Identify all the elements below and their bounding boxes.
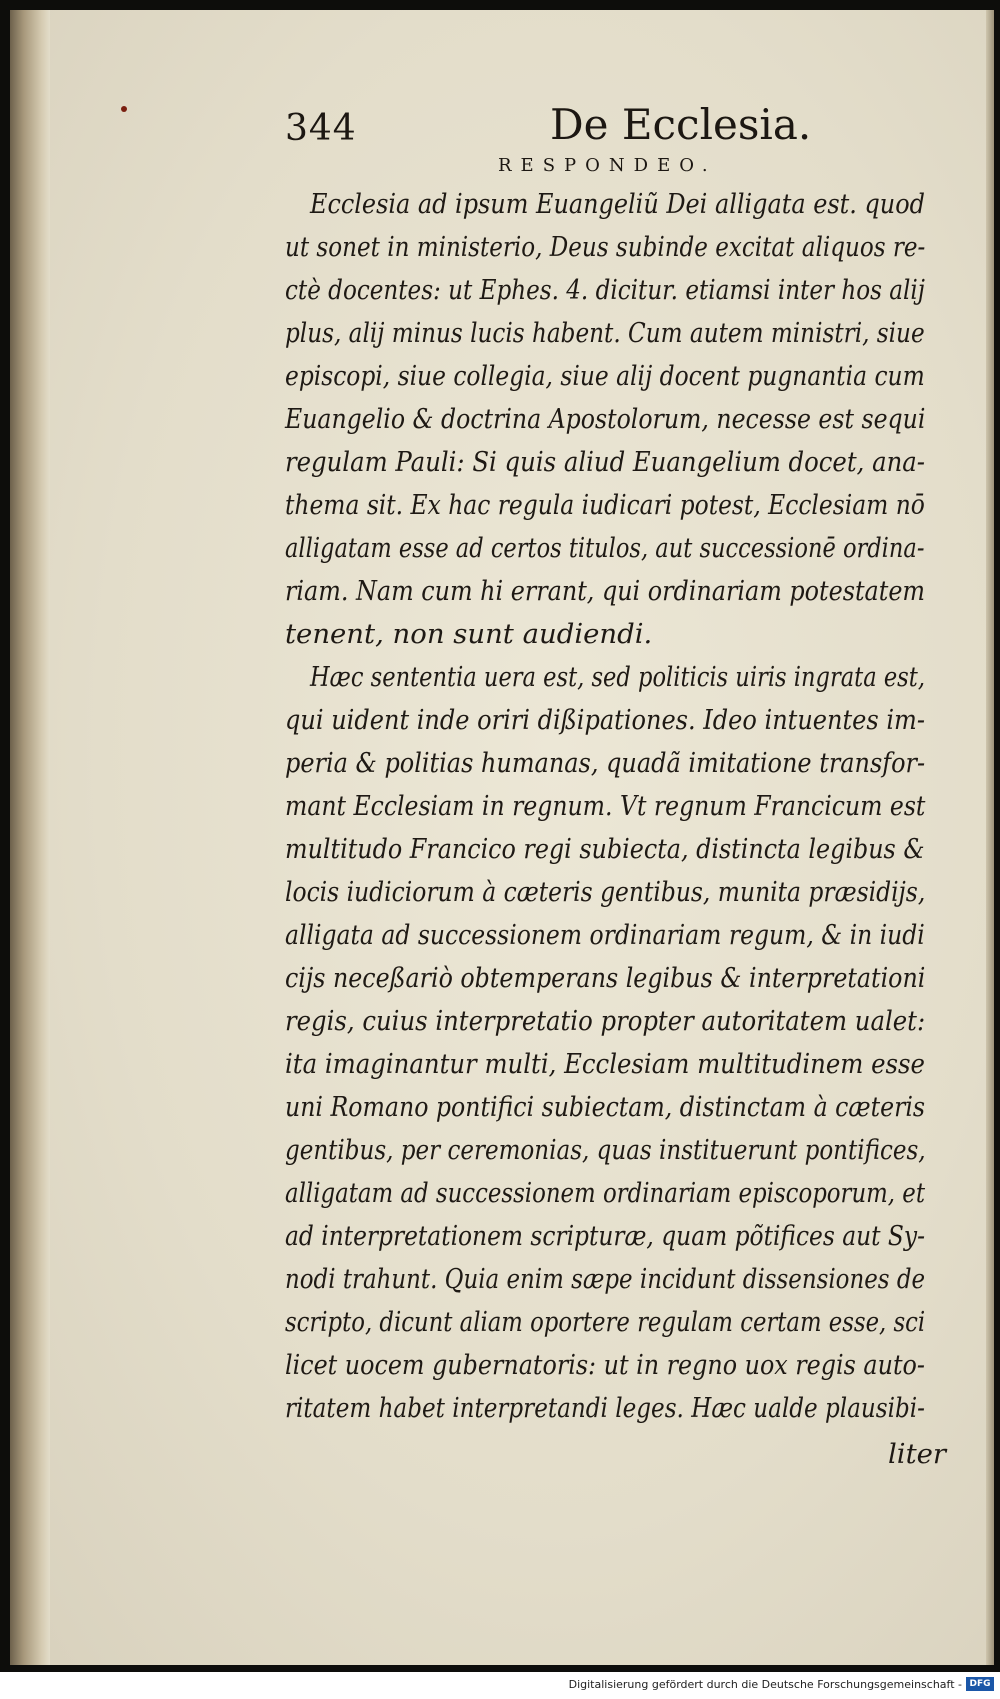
text-line: Euangelio & doctrina Apostolorum, necesse est sequi <box>285 403 926 435</box>
text-line: ctè docentes: ut Ephes. 4. dicitur. etiamsi inter hos alij <box>285 274 925 306</box>
text-line: scripto, dicunt aliam oportere regulam certam esse, sci <box>285 1306 926 1338</box>
text-line: locis iudiciorum à cæteris gentibus, munita præsidijs, <box>285 876 926 908</box>
text-line: Ecclesia ad ipsum Euangeliũ Dei alligata est. quod <box>310 188 925 220</box>
text-line: multitudo Francico regi subiecta, distincta legibus & <box>285 833 925 865</box>
text-line: ut sonet in ministerio, Deus subinde excitat aliquos re- <box>285 231 926 263</box>
footer <box>0 1672 1000 1699</box>
text-line: tenent, non sunt audiendi. <box>285 618 653 650</box>
footer-credit: Digitalisierung gefördert durch die Deutsche Forschungsgemeinschaft - <box>568 1678 962 1691</box>
text-line: gentibus, per ceremonias, quas instituerunt pontifices, <box>285 1134 926 1166</box>
text-line: episcopi, siue collegia, siue alij docent pugnantia cum <box>285 360 925 392</box>
text-line: ita imaginantur multi, Ecclesiam multitudinem esse <box>285 1048 925 1080</box>
text-line: uni Romano pontifici subiectam, distinctam à cæteris <box>285 1091 926 1123</box>
text-line: Hæc sententia uera est, sed politicis uiris ingrata est, <box>310 661 925 693</box>
text-line: thema sit. Ex hac regula iudicari potest, Ecclesiam nō <box>285 489 925 521</box>
running-head: De Ecclesia. <box>550 100 812 149</box>
text-line: cijs neceßariò obtemperans legibus & interpretationi <box>285 962 926 994</box>
text-line: alligatam esse ad certos titulos, aut successionē ordina- <box>285 532 925 564</box>
text-line: regulam Pauli: Si quis aliud Euangelium docet, ana- <box>285 446 925 478</box>
text-line: ad interpretationem scripturæ, quam põtifices aut Sy- <box>285 1220 925 1252</box>
text-line: qui uident inde oriri dißipationes. Ideo intuentes im- <box>285 704 925 736</box>
text-line: nodi trahunt. Quia enim sæpe incidunt dissensiones de <box>285 1263 926 1295</box>
catchword: liter <box>888 1438 947 1470</box>
section-heading: RESPONDEO. <box>498 155 717 176</box>
text-line: peria & politias humanas, quadã imitatione transfor- <box>285 747 926 779</box>
text-line: alligatam ad successionem ordinariam episcoporum, et <box>285 1177 925 1209</box>
text-line: licet uocem gubernatoris: ut in regno uox regis auto- <box>285 1349 925 1381</box>
text-line: mant Ecclesiam in regnum. Vt regnum Francicum est <box>285 790 926 822</box>
text-line: ritatem habet interpretandi leges. Hæc ualde plausibi- <box>285 1392 925 1424</box>
page-number: 344 <box>285 108 357 149</box>
dfg-logo: DFG <box>966 1677 994 1691</box>
text-line: alligata ad successionem ordinariam regum, & in iudi <box>285 919 925 951</box>
text-line: plus, alij minus lucis habent. Cum autem ministri, siue <box>285 317 925 349</box>
text-line: riam. Nam cum hi errant, qui ordinariam potestatem <box>285 575 926 607</box>
text-line: regis, cuius interpretatio propter autoritatem ualet: <box>285 1005 926 1037</box>
